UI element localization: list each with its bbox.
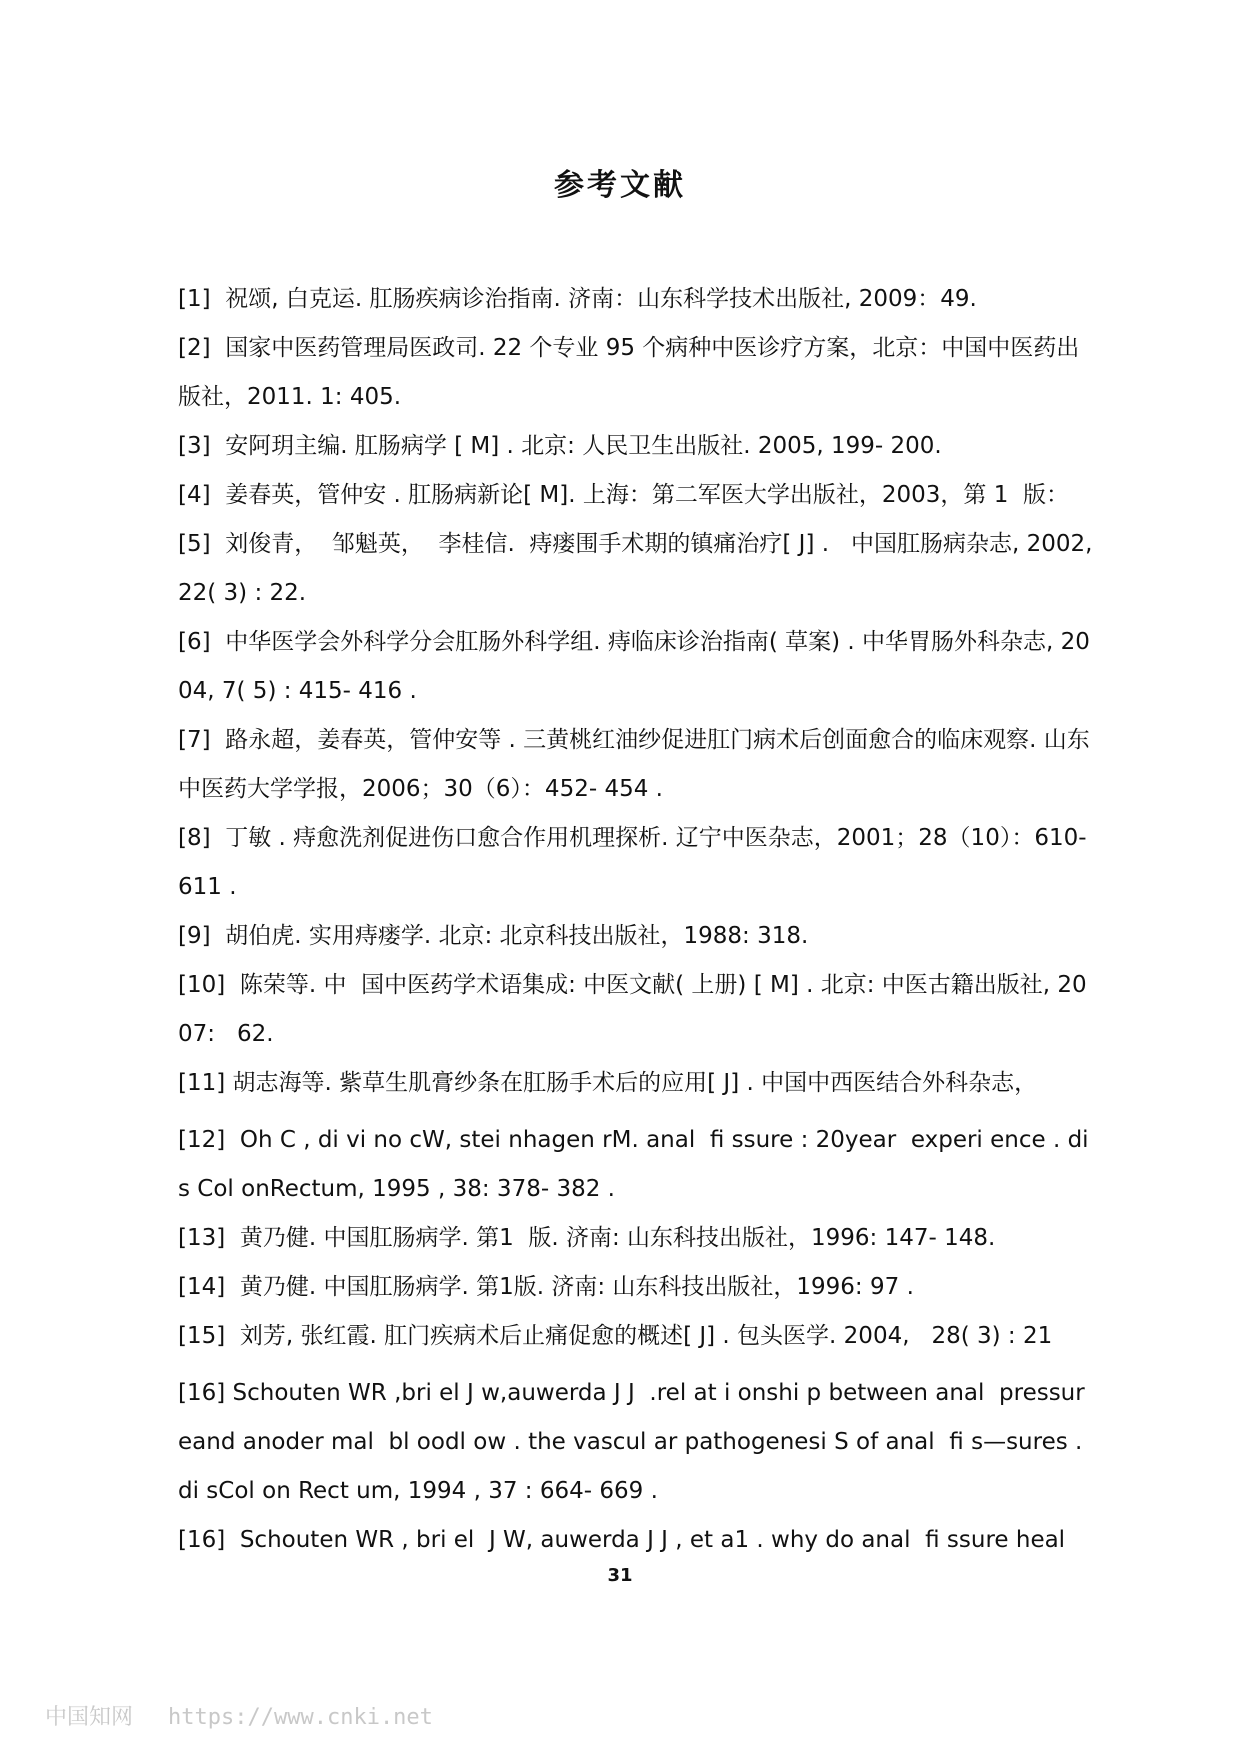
reference-item: [10] 陈荣等. 中 国中医药学术语集成: 中医文献( 上册) [ M] . 北京: 中医古籍出版社, 2007: 62. bbox=[178, 972, 1087, 1047]
reference-item: [4] 姜春英，管仲安 . 肛肠病新论[ M]. 上海：第二军医大学出版社，2003，第 1 版： bbox=[178, 482, 1069, 508]
reference-item: [11] 胡志海等. 紫草生肌膏纱条在肛肠手术后的应用[ J] . 中国中西医结合外科杂志， bbox=[178, 1070, 1038, 1096]
reference-item: [6] 中华医学会外科学分会肛肠外科学组. 痔临床诊治指南( 草案) . 中华胃肠外科杂志, 2004, 7( 5) : 415- 416 . bbox=[178, 629, 1090, 704]
reference-item: [9] 胡伯虎. 实用痔瘘学. 北京: 北京科技出版社，1988: 318. bbox=[178, 923, 809, 949]
cnki-url: https://www.cnki.net bbox=[168, 1705, 433, 1730]
page-number: 31 bbox=[607, 1565, 633, 1586]
reference-item: [7] 路永超，姜春英，管仲安等 . 三黄桃红油纱促进肛门病术后创面愈合的临床观察. 山东中医药大学学报，2006；30（6）：452- 454 . bbox=[178, 727, 1090, 802]
reference-item: [5] 刘俊青， 邹魁英， 李桂信. 痔瘘围手术期的镇痛治疗[ J] . 中国肛肠病杂志, 2002, 22( 3) : 22. bbox=[178, 531, 1100, 606]
reference-item: [16] Schouten WR ,bri el J w,auwerda J J .rel at i onshi p between anal pressureand anoder mal bl oodl ow . the vascul ar pathogenesi S of anal fi s—sures . di sCol on Rect um, 1994 , 37 : 664- 669 . bbox=[178, 1380, 1090, 1504]
reference-item: [2] 国家中医药管理局医政司. 22 个专业 95 个病种中医诊疗方案，北京：中国中医药出版社，2011. 1: 405. bbox=[178, 335, 1080, 410]
reference-list bbox=[178, 275, 1098, 1565]
reference-item: [3] 安阿玥主编. 肛肠病学 [ M] . 北京: 人民卫生出版社. 2005, 199- 200. bbox=[178, 433, 942, 459]
cnki-watermark bbox=[45, 1700, 433, 1731]
reference-item: [1] 祝颂, 白克运. 肛肠疾病诊治指南. 济南：山东科学技术出版社, 2009：49. bbox=[178, 286, 977, 312]
cnki-brand: 中国知网 bbox=[45, 1705, 134, 1730]
reference-item: [14] 黄乃健. 中国肛肠病学. 第1版. 济南: 山东科技出版社，1996: 97 . bbox=[178, 1274, 914, 1300]
reference-item: [16] Schouten WR , bri el J W, auwerda J J , et a1 . why do anal fi ssure heal bbox=[178, 1527, 1066, 1553]
reference-item: [8] 丁敏 . 痔愈洗剂促进伤口愈合作用机理探析. 辽宁中医杂志，2001；28（10）：610- 611 . bbox=[178, 825, 1094, 900]
page-title: 参考文献 bbox=[554, 168, 686, 203]
reference-item: [15] 刘芳, 张红霞. 肛门疾病术后止痛促愈的概述[ J] . 包头医学. 2004, 28( 3) : 21 bbox=[178, 1323, 1053, 1349]
reference-item: [12] Oh C , di vi no cW, stei nhagen rM. anal fi ssure : 20year experi ence . di s Col onRectum, 1995 , 38: 378- 382 . bbox=[178, 1127, 1096, 1202]
reference-item: [13] 黄乃健. 中国肛肠病学. 第1 版. 济南: 山东科技出版社，1996: 147- 148. bbox=[178, 1225, 996, 1251]
